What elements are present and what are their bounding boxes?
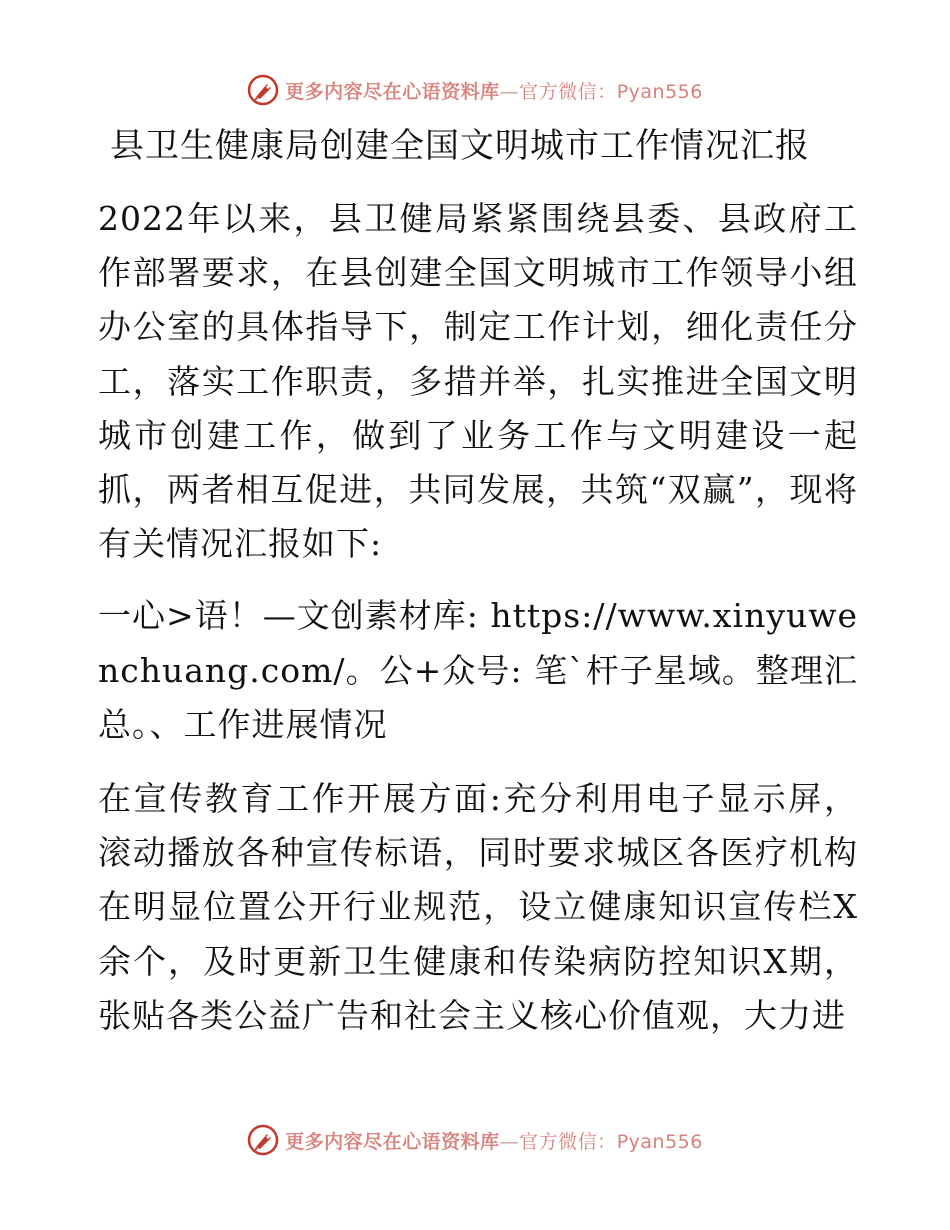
paragraph-source-note: 一心>语！—文创素材库: https://www.xinyuwenchuang.com/。公+众号: 笔`杆子星域。整理汇总。、工作进展情况 — [98, 596, 858, 744]
paragraph-intro: 2022年以来，县卫健局紧紧围绕县委、县政府工作部署要求，在县创建全国文明城市工作领导小组办公室的具体指导下，制定工作计划，细化责任分工，落实工作职责，多措并举，扎实推进全国文明城市创建工作，做到了业务工作与文明建设一起抓，两者相互促进，共同发展，共筑“双赢”，现将有关情况汇报如下: — [98, 199, 858, 564]
watermark-group — [247, 74, 703, 106]
document-title: 县卫生健康局创建全国文明城市工作情况汇报 — [110, 126, 810, 166]
pen-nib-logo-icon — [247, 74, 279, 106]
watermark-group — [247, 1124, 703, 1156]
document-body — [98, 122, 858, 1043]
pen-nib-logo-icon — [247, 1124, 279, 1156]
bottom-watermark-banner — [0, 1120, 950, 1160]
watermark-text: 更多内容尽在心语资料库—官方微信：Pyan556 — [285, 80, 703, 103]
watermark-text: 更多内容尽在心语资料库—官方微信：Pyan556 — [285, 1130, 703, 1153]
paragraph-publicity: 在宣传教育工作开展方面:充分利用电子显示屏，滚动播放各种宣传标语，同时要求城区各医疗机构在明显位置公开行业规范，设立健康知识宣传栏X余个，及时更新卫生健康和传染病防控知识X期，张贴各类公益广告和社会主义核心价值观，大力进 — [98, 779, 858, 1035]
top-watermark-banner — [0, 70, 950, 110]
